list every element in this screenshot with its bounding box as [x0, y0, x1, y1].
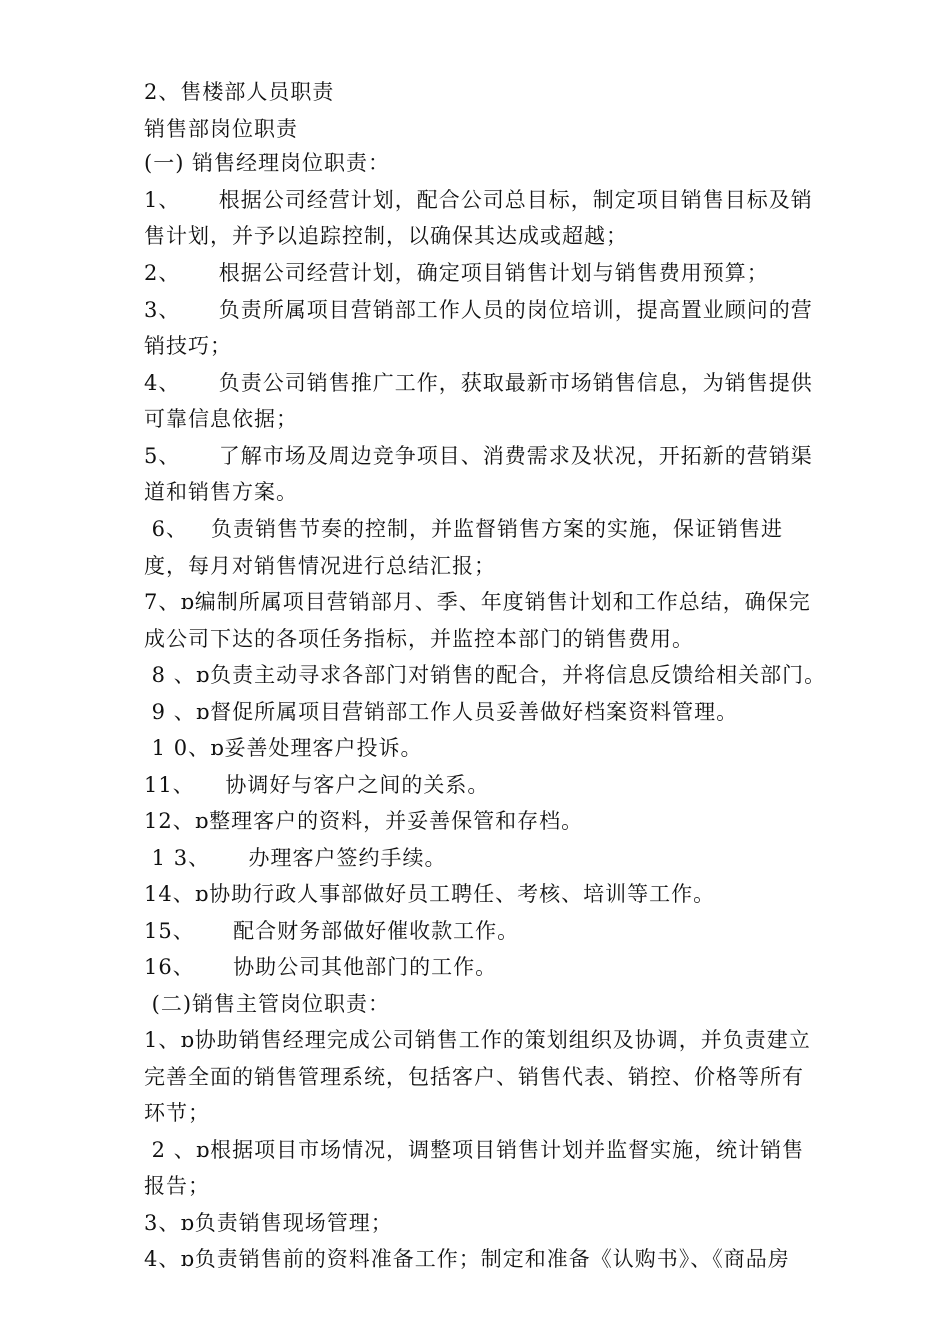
doc-line: 15、 配合财务部做好催收款工作。: [144, 919, 520, 943]
doc-line: 4、 负责公司销售推广工作，获取最新市场销售信息，为销售提供: [144, 371, 813, 395]
doc-line: 2、 根据公司经营计划，确定项目销售计划与销售费用预算；: [144, 261, 769, 285]
doc-line: 道和销售方案。: [144, 480, 298, 504]
doc-line: (一) 销售经理岗位职责：: [144, 151, 391, 175]
doc-line: 9 、ɒ督促所属项目营销部工作人员妥善做好档案资料管理。: [144, 700, 739, 724]
doc-line: 12、ɒ整理客户的资料，并妥善保管和存档。: [144, 809, 584, 833]
doc-line: 报告；: [144, 1174, 210, 1198]
doc-line: 5、 了解市场及周边竞争项目、消费需求及状况，开拓新的营销渠: [144, 444, 813, 468]
doc-line: 8 、ɒ负责主动寻求各部门对销售的配合，并将信息反馈给相关部门。: [144, 663, 827, 687]
doc-line: 7、ɒ编制所属项目营销部月、季、年度销售计划和工作总结，确保完: [144, 590, 811, 614]
doc-line: 成公司下达的各项任务指标，并监控本部门的销售费用。: [144, 627, 694, 651]
doc-line: 11、 协调好与客户之间的关系。: [144, 773, 490, 797]
doc-line: 2 、ɒ根据项目市场情况，调整项目销售计划并监督实施，统计销售: [144, 1138, 805, 1162]
doc-line: 3、ɒ负责销售现场管理；: [144, 1211, 393, 1235]
doc-line: 环节；: [144, 1101, 210, 1125]
doc-line: (二)销售主管岗位职责：: [144, 992, 391, 1016]
doc-line: 1 3、 办理客户签约手续。: [144, 846, 447, 870]
doc-line: 销技巧；: [144, 334, 232, 358]
doc-line: 6、 负责销售节奏的控制，并监督销售方案的实施，保证销售进: [144, 517, 784, 541]
doc-line: 16、 协助公司其他部门的工作。: [144, 955, 498, 979]
doc-line: 1、 根据公司经营计划，配合公司总目标，制定项目销售目标及销: [144, 188, 813, 212]
doc-line: 1 0、ɒ妥善处理客户投诉。: [144, 736, 423, 760]
doc-line: 4、ɒ负责销售前的资料准备工作；制定和准备《认购书》、《商品房: [144, 1247, 790, 1271]
doc-line: 完善全面的销售管理系统，包括客户、销售代表、销控、价格等所有: [144, 1065, 804, 1089]
doc-line: 可靠信息依据；: [144, 407, 298, 431]
doc-line: 度，每月对销售情况进行总结汇报；: [144, 554, 496, 578]
doc-line: 销售部岗位职责: [144, 117, 298, 141]
doc-line: 售计划，并予以追踪控制，以确保其达成或超越；: [144, 224, 628, 248]
doc-line: 14、ɒ协助行政人事部做好员工聘任、考核、培训等工作。: [144, 882, 716, 906]
doc-line: 3、 负责所属项目营销部工作人员的岗位培训，提高置业顾问的营: [144, 298, 813, 322]
doc-line: 2、售楼部人员职责: [144, 80, 335, 104]
doc-line: 1、ɒ协助销售经理完成公司销售工作的策划组织及协调，并负责建立: [144, 1028, 811, 1052]
